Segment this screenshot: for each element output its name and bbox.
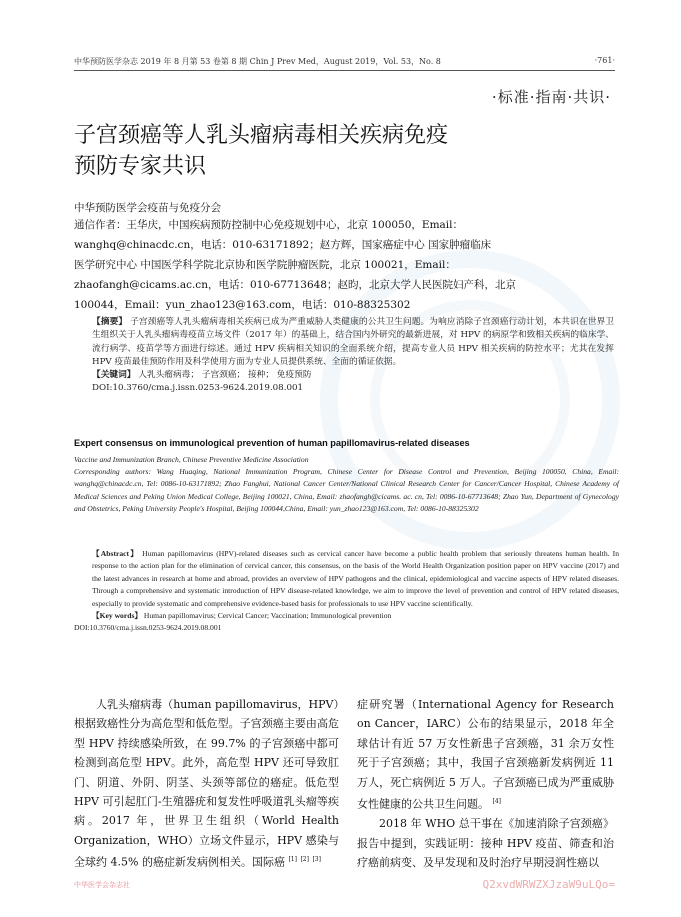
- abstract-text: 子宫颈癌等人乳头瘤病毒相关疾病已成为严重威胁人类健康的公共卫生问题。为响应消除子宫颈癌行动计划，本共识在世界卫生组织关于人乳头瘤病毒疫苗立场文件（2017 年）的基础上，结合国内外研究的最新进展，对 HPV 的病原学和致相关疾病的临床学、流行病学、疫苗学等方面进行综述。通过 HPV 疾病相关知识的全面系统介绍，提高专业人员 HPV 相关疾病的防控水平；尤其在发挥 HPV 疫苗最佳预防作用及科学使用方面为专业人员提供系统、全面的循证依据。: [92, 317, 614, 367]
- body-col1-text: 人乳头瘤病毒（human papillomavirus，HPV）根据致癌性分为高危型和低危型。子宫颈癌主要由高危型 HPV 持续感染所致，在 99.7% 的子宫颈癌中都可检测到高危型 HPV。此外，高危型 HPV 还可导致肛门、阴道、外阴、阴茎、头颈等部位的癌症。低危型 HPV 可引起肛门-生殖器疣和复发性呼吸道乳头瘤等疾病。2017 年，世界卫生组织（World Health Organization，WHO）立场文件显示，HPV 感染与全球约 4.5% 的癌症新发病例相关。国际癌: [74, 698, 339, 869]
- keywords-tag: 【关键词】: [92, 370, 136, 381]
- article-title: [74, 120, 534, 182]
- english-branch: Vaccine and Immunization Branch, Chinese Preventive Medicine Association: [74, 455, 309, 464]
- publisher-logo: 中华医学会杂志社: [74, 881, 130, 889]
- keywords-text: 人乳头瘤病毒； 子宫颈癌； 接种； 免疫预防: [138, 370, 312, 381]
- page-number: ·761·: [594, 56, 615, 65]
- ref-3[interactable]: [3]: [312, 856, 321, 864]
- english-affiliations: [74, 454, 619, 515]
- organization: 中华预防医学会疫苗与免疫分会: [74, 202, 221, 214]
- english-corresponding: Corresponding authors: Wang Huaqing, National Immunization Program, Chinese Center for Disease Control and Prevention, Beijing 100050, China, Email: wanghq@chinacdc.cn, Tel: 0086-10-63171892; Zhao Fanghui, National Cancer Center/National Clinical Research Center for Cancer/Cancer Hospital, Chinese Academy of Medical Sciences and Peking Union Medical College, Beijing 100021, China, Email: zhaofangh@cicams. ac. cn, Tel: 0086-10-67713648; Zhao Yun, Department of Gynecology and Obstetrics, Peking University People's Hospital, Beijing 100044,China, Email: yun_zhao123@163.com, Tel: 0086-10-88325302: [74, 467, 619, 513]
- chinese-abstract: [92, 316, 614, 396]
- doi-cn: DOI:10.3760/cma.j.issn.0253-9624.2019.08.001: [92, 383, 304, 394]
- column-heading: ·标准·指南·共识·: [491, 88, 611, 106]
- english-title: Expert consensus on immunological prevention of human papillomavirus-related diseases: [74, 438, 470, 448]
- english-keywords-tag: 【Key words】: [92, 611, 142, 621]
- watermark: Q2xvdWRWZXJzaW9uLQo=: [482, 878, 615, 891]
- title-line-1: 子宫颈癌等人乳头瘤病毒相关疾病免疫: [74, 123, 449, 148]
- authors-line-5: 100044，Email：yun_zhao123@163.com，电话：010-88325302: [74, 299, 411, 311]
- body-column-1: [74, 695, 339, 872]
- body-col2-para-1: 症研究署（International Agency for Research on Cancer，IARC）公布的结果显示，2018 年全球估计有近 57 万女性新患子宫颈癌，31 余万女性死于子宫颈癌；其中，我国子宫颈癌新发病例近 11 万人，死亡病例近 5 万人。子宫颈癌已成为严重威胁女性健康的公共卫生问题。: [357, 698, 614, 811]
- authors-line-1: 通信作者：王华庆，中国疾病预防控制中心免疫规划中心，北京 100050，Email：: [74, 219, 464, 231]
- corresponding-authors: [74, 215, 614, 315]
- running-head: 中华预防医学杂志 2019 年 8 月第 53 卷第 8 期 Chin J Prev Med，August 2019，Vol. 53，No. 8: [74, 57, 441, 66]
- body-col2-para-2: 2018 年 WHO 总干事在《加速消除子宫颈癌》报告中提到，实践证明：接种 HPV 疫苗、筛查和治疗癌前病变、及早发现和及时治疗早期浸润性癌以: [357, 817, 614, 869]
- english-abstract-tag: 【Abstract】: [92, 549, 140, 558]
- ref-4[interactable]: [4]: [492, 798, 501, 806]
- abstract-tag: 【摘要】: [92, 317, 128, 327]
- ref-2[interactable]: [2]: [300, 856, 309, 864]
- title-line-2: 预防专家共识: [74, 154, 207, 179]
- english-keywords-text: Human papillomavirus; Cervical Cancer; Vaccination; Immunological prevention: [143, 611, 392, 621]
- authors-line-3: 医学研究中心 中国医学科学院北京协和医学院肿瘤医院，北京 100021，Email：: [74, 259, 456, 271]
- authors-line-4: zhaofangh@cicams.ac.cn，电话：010-67713648；赵昀，北京大学人民医院妇产科，北京: [74, 279, 516, 291]
- ref-1[interactable]: [1]: [288, 856, 297, 864]
- authors-line-2: wanghq@chinacdc.cn，电话：010-63171892；赵方辉，国家癌症中心 国家肿瘤临床: [74, 239, 492, 251]
- english-abstract: [74, 548, 619, 635]
- doi-en: DOI:10.3760/cma.j.issn.0253-9624.2019.08.001: [74, 623, 222, 633]
- english-abstract-text: Human papillomavirus (HPV)-related diseases such as cervical cancer have become a public health problem that seriously threatens human health. In response to the action plan for the elimination of cervical cancer, this consensus, on the basis of the World Health Organization position paper on HPV vaccine (2017) and the latest advances in research at home and abroad, provides an overview of HPV pathogens and the clinical, epidemiological and vaccine aspects of HPV related diseases. Through a comprehensive and systematic introduction of HPV disease-related knowledge, we aim to improve the level of prevention and control of HPV related diseases, especially to provide systematic and comprehensive evidence-based basis for professionals to use HPV vaccine scientifically.: [92, 549, 619, 608]
- header-rule: [74, 70, 615, 71]
- body-column-2: [357, 695, 614, 872]
